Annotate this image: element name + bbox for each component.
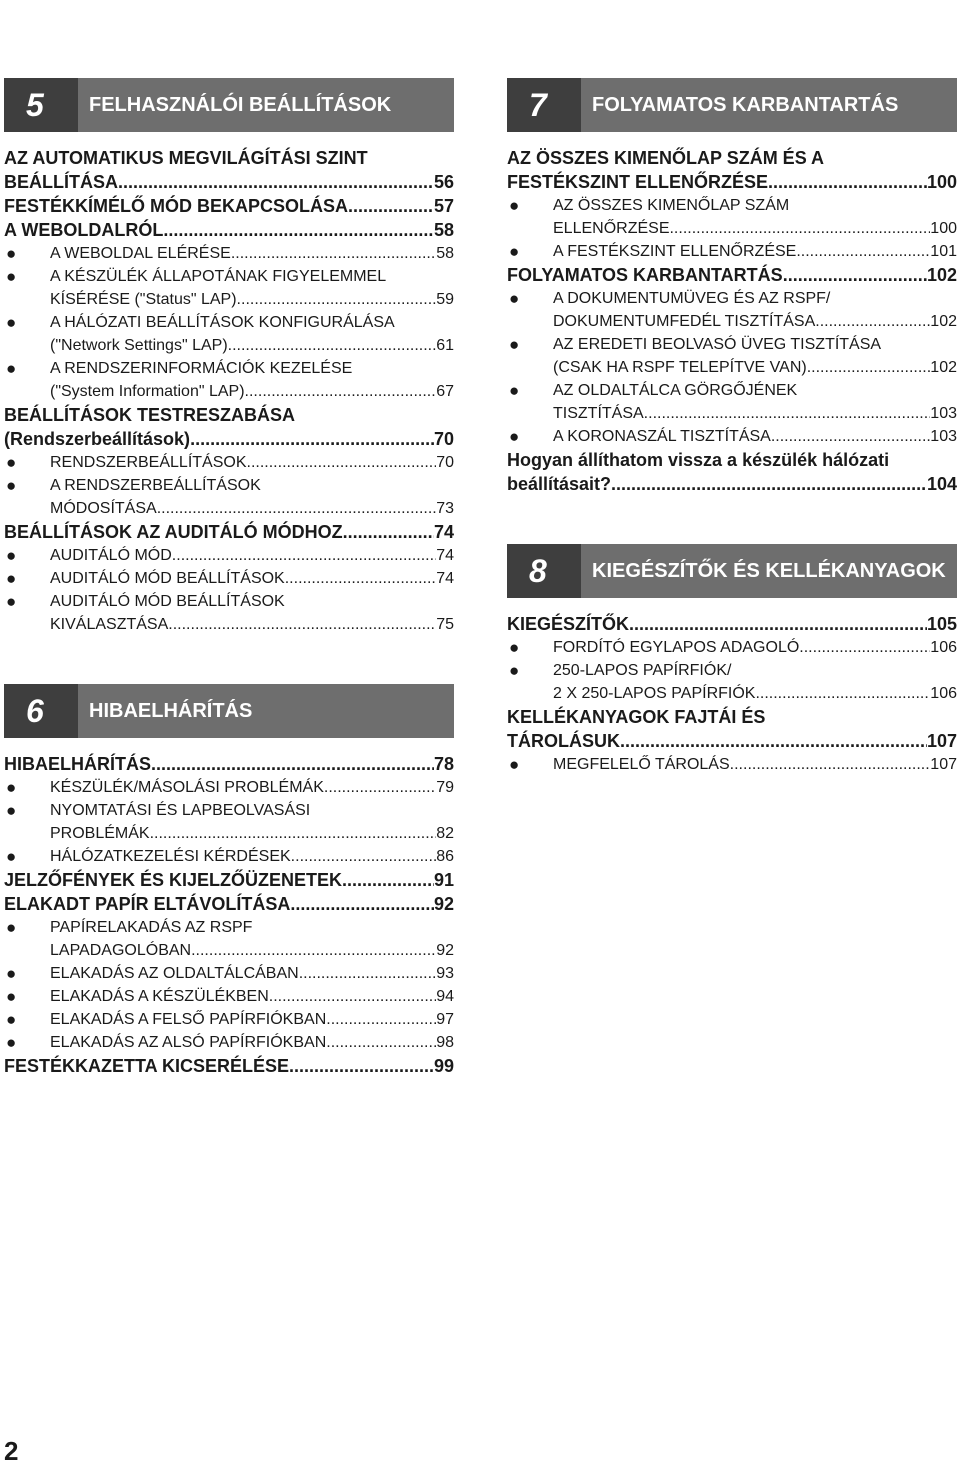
entry-title: beállításait?: [507, 474, 612, 494]
toc-entry[interactable]: [4, 1054, 454, 1078]
bullet-icon: ●: [509, 427, 520, 446]
page-ref: 91: [433, 870, 454, 890]
entry-title: FOLYAMATOS KARBANTARTÁS: [507, 265, 783, 285]
toc-subentry[interactable]: [4, 985, 454, 1008]
page-ref: 56: [433, 172, 454, 192]
dot-leader: [299, 962, 437, 985]
entry-title-line: A RENDSZERINFORMÁCIÓK KEZELÉSE: [50, 360, 353, 377]
entry-title-line: AUDITÁLÓ MÓD BEÁLLÍTÁSOK: [50, 593, 285, 610]
dot-leader: [291, 845, 437, 868]
bullet-icon: ●: [6, 964, 17, 983]
dot-leader: [326, 1008, 436, 1031]
toc-entry[interactable]: [507, 448, 957, 496]
entry-title: KÉSZÜLÉK/MÁSOLÁSI PROBLÉMÁK: [50, 779, 324, 796]
dot-leader: [168, 613, 436, 636]
toc-subentry[interactable]: [4, 845, 454, 868]
entry-title-line: A DOKUMENTUMÜVEG ÉS AZ RSPF/: [553, 290, 831, 307]
page-ref: 103: [930, 428, 957, 445]
page-ref: 74: [436, 570, 454, 587]
entry-title: PROBLÉMÁK: [50, 825, 150, 842]
toc-subentry[interactable]: [507, 287, 957, 333]
entry-title-line: BEÁLLÍTÁSOK TESTRESZABÁSA: [4, 405, 296, 425]
page-ref: 106: [930, 685, 957, 702]
page-ref: 92: [433, 894, 454, 914]
dot-leader: [342, 868, 434, 892]
page-ref: 59: [436, 291, 454, 308]
dot-leader: [285, 567, 436, 590]
page-ref: 100: [926, 172, 957, 192]
toc-entry[interactable]: [4, 194, 454, 218]
toc-right-column: [507, 78, 957, 776]
dot-leader: [290, 892, 434, 916]
entry-title-line: A HÁLÓZATI BEÁLLÍTÁSOK KONFIGURÁLÁSA: [50, 314, 395, 331]
page-ref: 100: [930, 220, 957, 237]
page-ref: 93: [436, 965, 454, 982]
entry-title: AUDITÁLÓ MÓD: [50, 547, 172, 564]
dot-leader: [151, 752, 434, 776]
dot-leader: [620, 729, 927, 753]
toc-entry[interactable]: [4, 868, 454, 892]
toc-subentry[interactable]: [507, 333, 957, 379]
toc-subentry[interactable]: [4, 1031, 454, 1054]
dot-leader: [163, 218, 434, 242]
toc-subentry[interactable]: [4, 776, 454, 799]
page-ref: 79: [436, 779, 454, 796]
dot-leader: [172, 544, 436, 567]
bullet-icon: ●: [6, 359, 17, 378]
bullet-icon: ●: [509, 289, 520, 308]
bullet-icon: ●: [6, 267, 17, 286]
toc-subentry[interactable]: [507, 240, 957, 263]
dot-leader: [289, 1054, 434, 1078]
entry-title-line: AZ EREDETI BEOLVASÓ ÜVEG TISZTÍTÁSA: [553, 336, 882, 353]
toc-subentry[interactable]: [4, 265, 454, 311]
bullet-icon: ●: [509, 638, 520, 657]
entry-title-line: A RENDSZERBEÁLLÍTÁSOK: [50, 477, 261, 494]
dot-leader: [150, 822, 437, 845]
page-ref: 57: [433, 196, 454, 216]
entry-title-line: AZ ÖSSZES KIMENŐLAP SZÁM: [553, 197, 790, 214]
toc-subentry[interactable]: [4, 357, 454, 403]
dot-leader: [269, 985, 436, 1008]
bullet-icon: ●: [6, 476, 17, 495]
entry-title: FESTÉKKÍMÉLŐ MÓD BEKAPCSOLÁSA: [4, 196, 349, 216]
chapter-title: HIBAELHÁRÍTÁS: [89, 699, 253, 722]
page-ref: 107: [926, 731, 957, 751]
dot-leader: [237, 288, 437, 311]
bullet-icon: ●: [6, 847, 17, 866]
entry-title: 2 X 250-LAPOS PAPÍRFIÓK: [553, 685, 756, 702]
entry-title: RENDSZERBEÁLLÍTÁSOK: [50, 454, 247, 471]
page-ref: 98: [436, 1034, 454, 1051]
entry-title: A KORONASZÁL TISZTÍTÁSA: [553, 428, 771, 445]
dot-leader: [611, 472, 927, 496]
toc-subentry[interactable]: [507, 753, 957, 776]
toc-subentry[interactable]: [4, 567, 454, 590]
entry-title: BEÁLLÍTÁSA: [4, 172, 118, 192]
chapter-header: [507, 544, 957, 598]
page-ref: 75: [436, 616, 454, 633]
toc-subentry[interactable]: [507, 425, 957, 448]
page-ref: 58: [436, 245, 454, 262]
bullet-icon: ●: [6, 569, 17, 588]
page-ref: 74: [433, 522, 454, 542]
page-ref: 99: [433, 1056, 454, 1076]
page-ref: 102: [930, 313, 957, 330]
page-ref: 107: [930, 756, 957, 773]
entry-title: DOKUMENTUMFEDÉL TISZTÍTÁSA: [553, 313, 816, 330]
chapter-title: FELHASZNÁLÓI BEÁLLÍTÁSOK: [89, 93, 392, 116]
entry-title-line: Hogyan állíthatom vissza a készülék hálózati: [507, 450, 890, 470]
chapter-title: KIEGÉSZÍTŐK ÉS KELLÉKANYAGOK: [592, 559, 946, 582]
toc-subentry[interactable]: [4, 1008, 454, 1031]
dot-leader: [326, 1031, 436, 1054]
toc-entry[interactable]: [4, 752, 454, 776]
bullet-icon: ●: [509, 661, 520, 680]
page-ref: 74: [436, 547, 454, 564]
entry-title-line: KELLÉKANYAGOK FAJTÁI ÉS: [507, 707, 766, 727]
page-ref: 92: [436, 942, 454, 959]
chapter-header: [4, 78, 454, 132]
bullet-icon: ●: [6, 1010, 17, 1029]
page-ref: 102: [926, 265, 957, 285]
dot-leader: [815, 310, 930, 333]
chapter-number: 5: [4, 78, 78, 132]
entry-title: ELAKADT PAPÍR ELTÁVOLÍTÁSA: [4, 894, 291, 914]
entry-title-line: AZ AUTOMATIKUS MEGVILÁGÍTÁSI SZINT: [4, 148, 368, 168]
entry-title-line: AZ OLDALTÁLCA GÖRGŐJÉNEK: [553, 382, 798, 399]
dot-leader: [755, 682, 930, 705]
page-ref: 61: [436, 337, 454, 354]
chapter-number: 7: [507, 78, 581, 132]
toc-entry[interactable]: [507, 146, 957, 194]
toc-entry[interactable]: [507, 705, 957, 753]
bullet-icon: ●: [6, 801, 17, 820]
dot-leader: [348, 194, 434, 218]
dot-leader: [157, 497, 437, 520]
dot-leader: [783, 263, 927, 287]
dot-leader: [324, 776, 436, 799]
entry-title: (CSAK HA RSPF TELEPÍTVE VAN): [553, 359, 807, 376]
toc-subentry[interactable]: [4, 474, 454, 520]
toc-subentry[interactable]: [4, 311, 454, 357]
entry-title: ELAKADÁS A KÉSZÜLÉKBEN: [50, 988, 269, 1005]
chapter-title: FOLYAMATOS KARBANTARTÁS: [592, 93, 899, 116]
toc-entry[interactable]: [4, 218, 454, 242]
dot-leader: [799, 636, 930, 659]
page-ref: 103: [930, 405, 957, 422]
bullet-icon: ●: [6, 987, 17, 1006]
toc-entry[interactable]: [4, 146, 454, 194]
bullet-icon: ●: [6, 778, 17, 797]
page-ref: 73: [436, 500, 454, 517]
dot-leader: [771, 425, 930, 448]
dot-leader: [669, 217, 930, 240]
chapter-number: 6: [4, 684, 78, 738]
dot-leader: [730, 753, 931, 776]
page-ref: 105: [926, 614, 957, 634]
page-ref: 97: [436, 1011, 454, 1028]
page-ref: 106: [930, 639, 957, 656]
bullet-icon: ●: [509, 196, 520, 215]
entry-title: HÁLÓZATKEZELÉSI KÉRDÉSEK: [50, 848, 291, 865]
bullet-icon: ●: [6, 918, 17, 937]
entry-title: KIVÁLASZTÁSA: [50, 616, 169, 633]
toc-subentry[interactable]: [4, 916, 454, 962]
dot-leader: [768, 170, 927, 194]
toc-subentry[interactable]: [4, 451, 454, 474]
bullet-icon: ●: [6, 244, 17, 263]
page-ref: 86: [436, 848, 454, 865]
dot-leader: [629, 612, 927, 636]
dot-leader: [796, 240, 930, 263]
page-ref: 67: [436, 383, 454, 400]
toc-entry[interactable]: [507, 612, 957, 636]
dot-leader: [343, 520, 434, 544]
page-ref: 78: [433, 754, 454, 774]
page-ref: 70: [436, 454, 454, 471]
entry-title: ELLENŐRZÉSE: [553, 220, 670, 237]
page-ref: 102: [930, 359, 957, 376]
entry-title: ELAKADÁS A FELSŐ PAPÍRFIÓKBAN: [50, 1011, 327, 1028]
bullet-icon: ●: [509, 755, 520, 774]
bullet-icon: ●: [6, 546, 17, 565]
toc-subentry[interactable]: [4, 544, 454, 567]
bullet-icon: ●: [509, 242, 520, 261]
entry-title: ELAKADÁS AZ ALSÓ PAPÍRFIÓKBAN: [50, 1034, 327, 1051]
entry-title: FORDÍTÓ EGYLAPOS ADAGOLÓ: [553, 639, 800, 656]
entry-title: ("System Information" LAP): [50, 383, 245, 400]
toc-subentry[interactable]: [4, 799, 454, 845]
dot-leader: [245, 380, 437, 403]
toc-subentry[interactable]: [4, 962, 454, 985]
entry-title: JELZŐFÉNYEK ÉS KIJELZŐÜZENETEK: [4, 870, 343, 890]
entry-title: (Rendszerbeállítások): [4, 429, 191, 449]
entry-title: ELAKADÁS AZ OLDALTÁLCÁBAN: [50, 965, 299, 982]
toc-left-column: [4, 78, 454, 1078]
entry-title-line: 250-LAPOS PAPÍRFIÓK/: [553, 662, 732, 679]
toc-subentry[interactable]: [507, 379, 957, 425]
entry-title: KÍSÉRÉSE ("Status" LAP): [50, 291, 237, 308]
page-ref: 58: [433, 220, 454, 240]
dot-leader: [228, 334, 437, 357]
page-number: 2: [4, 1436, 19, 1466]
dot-leader: [807, 356, 931, 379]
toc-subentry[interactable]: [507, 194, 957, 240]
entry-title: MEGFELELŐ TÁROLÁS: [553, 756, 730, 773]
entry-title-line: AZ ÖSSZES KIMENŐLAP SZÁM ÉS A: [507, 148, 825, 168]
entry-title: A FESTÉKSZINT ELLENŐRZÉSE: [553, 243, 797, 260]
entry-title: HIBAELHÁRÍTÁS: [4, 754, 151, 774]
bullet-icon: ●: [6, 453, 17, 472]
entry-title: A WEBOLDAL ELÉRÉSE: [50, 245, 231, 262]
entry-title: MÓDOSÍTÁSA: [50, 500, 157, 517]
dot-leader: [191, 939, 436, 962]
entry-title: KIEGÉSZÍTŐK: [507, 614, 630, 634]
dot-leader: [247, 451, 437, 474]
entry-title: ("Network Settings" LAP): [50, 337, 228, 354]
entry-title: FESTÉKSZINT ELLENŐRZÉSE: [507, 172, 769, 192]
chapter-header: [507, 78, 957, 132]
bullet-icon: ●: [6, 313, 17, 332]
toc-entry[interactable]: [4, 403, 454, 451]
bullet-icon: ●: [509, 381, 520, 400]
dot-leader: [644, 402, 931, 425]
dot-leader: [231, 242, 436, 265]
toc-entry[interactable]: [4, 892, 454, 916]
chapter-header: [4, 684, 454, 738]
bullet-icon: ●: [6, 1033, 17, 1052]
dot-leader: [118, 170, 434, 194]
entry-title: AUDITÁLÓ MÓD BEÁLLÍTÁSOK: [50, 570, 285, 587]
dot-leader: [190, 427, 434, 451]
page-ref: 82: [436, 825, 454, 842]
entry-title-line: PAPÍRELAKADÁS AZ RSPF: [50, 919, 253, 936]
entry-title: A WEBOLDALRÓL: [4, 220, 164, 240]
toc-subentry[interactable]: [507, 636, 957, 659]
entry-title: TÁROLÁSUK: [507, 731, 620, 751]
page-ref: 104: [926, 474, 957, 494]
bullet-icon: ●: [509, 335, 520, 354]
toc-subentry[interactable]: [507, 659, 957, 705]
toc-entry[interactable]: [507, 263, 957, 287]
page-ref: 70: [433, 429, 454, 449]
entry-title: BEÁLLÍTÁSOK AZ AUDITÁLÓ MÓDHOZ: [4, 522, 343, 542]
entry-title: FESTÉKKAZETTA KICSERÉLÉSE: [4, 1056, 290, 1076]
page-ref: 101: [930, 243, 957, 260]
entry-title: LAPADAGOLÓBAN: [50, 942, 192, 959]
page-ref: 94: [436, 988, 454, 1005]
chapter-number: 8: [507, 544, 581, 598]
entry-title-line: NYOMTATÁSI ÉS LAPBEOLVASÁSI: [50, 802, 311, 819]
toc-subentry[interactable]: [4, 242, 454, 265]
entry-title: TISZTÍTÁSA: [553, 405, 644, 422]
entry-title-line: A KÉSZÜLÉK ÁLLAPOTÁNAK FIGYELEMMEL: [50, 268, 387, 285]
toc-entry[interactable]: [4, 520, 454, 544]
toc-subentry[interactable]: [4, 590, 454, 636]
bullet-icon: ●: [6, 592, 17, 611]
